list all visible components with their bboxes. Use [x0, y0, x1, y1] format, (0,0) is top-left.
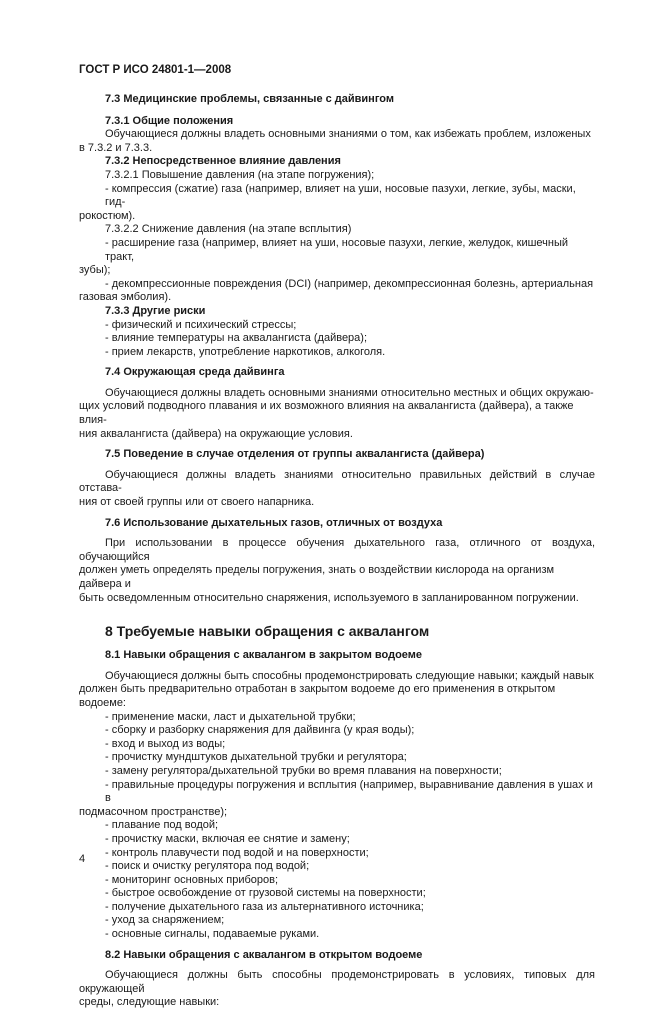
list-item: - декомпрессионные повреждения (DCI) (например, декомпрессионная болезнь, артериальная: [105, 277, 594, 290]
list-item: - мониторинг основных приборов;: [105, 873, 279, 886]
list-item: - основные сигналы, подаваемые руками.: [105, 928, 320, 941]
list-item: - физический и психический стрессы;: [105, 318, 297, 331]
paragraph-line: быть осведомленным относительно снаряжения, используемого в запланированном погружении.: [79, 591, 579, 604]
section-heading-8-1: 8.1 Навыки обращения с аквалангом в закрытом водоеме: [105, 649, 423, 662]
list-item: - правильные процедуры погружения и всплытия (например, выравнивание давления в ушах и в: [105, 778, 593, 805]
section-heading-7-3: 7.3 Медицинские проблемы, связанные с дайвингом: [105, 93, 394, 105]
list-item: - прием лекарств, употребление наркотиков, алкоголя.: [105, 345, 386, 358]
list-item-continuation: подмасочном пространстве);: [79, 805, 228, 818]
list-item: - расширение газа (например, влияет на уши, носовые пазухи, легкие, желудок, кишечный тракт,: [105, 236, 569, 263]
list-item: - сборку и разборку снаряжения для дайвинга (у края воды);: [105, 724, 415, 737]
section-heading-7-3-3: 7.3.3 Другие риски: [105, 304, 206, 317]
paragraph-line: должен быть предварительно отработан в закрытом водоеме до его применения в открытом водоеме:: [79, 683, 556, 709]
list-item-continuation: рокостюм).: [79, 209, 136, 222]
paragraph-line: ния от своей группы или от своего напарника.: [79, 496, 315, 509]
section-heading-8-2: 8.2 Навыки обращения с аквалангом в открытом водоеме: [105, 948, 423, 961]
paragraph-line: должен уметь определять пределы погружения, знать о воздействии кислорода на организм дайвера и: [79, 564, 555, 590]
list-item: - поиск и очистку регулятора под водой;: [105, 860, 310, 873]
section-heading-8: 8 Требуемые навыки обращения с аквалангом: [105, 623, 430, 640]
section-heading-7-6: 7.6 Использование дыхательных газов, отличных от воздуха: [105, 516, 443, 529]
list-item: - прочистку маски, включая ее снятие и замену;: [105, 832, 350, 845]
section-heading-7-5: 7.5 Поведение в случае отделения от группы аквалангиста (дайвера): [105, 448, 485, 461]
paragraph-line: Обучающиеся должны быть способны продемонстрировать следующие навыки; каждый навык: [105, 669, 594, 682]
list-item: - применение маски, ласт и дыхательной трубки;: [105, 710, 356, 723]
paragraph-line: ния аквалангиста (дайвера) на окружающие условия.: [79, 427, 353, 440]
paragraph-line: При использовании в процессе обучения дыхательного газа, отличного от воздуха, обучающийся: [79, 537, 595, 563]
list-item-continuation: зубы);: [79, 264, 111, 277]
paragraph-line: среды, следующие навыки:: [79, 996, 220, 1009]
list-item: - быстрое освобождение от грузовой системы на поверхности;: [105, 887, 426, 900]
section-heading-7-3-1: 7.3.1 Общие положения: [105, 114, 234, 127]
section-heading-7-3-2: 7.3.2 Непосредственное влияние давления: [105, 155, 341, 168]
list-item: - контроль плавучести под водой и на поверхности;: [105, 846, 369, 859]
section-heading-7-4: 7.4 Окружающая среда дайвинга: [105, 366, 285, 379]
paragraph-line: Обучающиеся должны владеть знаниями относительно правильных действий в случае отстава-: [79, 468, 595, 495]
subsection-7-3-2-1: 7.3.2.1 Повышение давления (на этапе погружения);: [105, 168, 375, 181]
paragraph-line: Обучающиеся должны владеть основными знаниями о том, как избежать проблем, изложеных: [105, 128, 591, 141]
document-header: ГОСТ Р ИСО 24801-1—2008: [79, 64, 232, 76]
paragraph-line: Обучающиеся должны владеть основными знаниями относительно местных и общих окружаю-: [105, 386, 594, 399]
list-item: - плавание под водой;: [105, 819, 219, 832]
list-item: - получение дыхательного газа из альтернативного источника;: [105, 900, 424, 913]
page-number: 4: [79, 853, 86, 865]
list-item: - замену регулятора/дыхательной трубки во время плавания на поверхности;: [105, 764, 502, 777]
list-item: - прочистку мундштуков дыхательной трубки и регулятора;: [105, 751, 407, 764]
list-item: - уход за снаряжением;: [105, 914, 225, 927]
list-item: - влияние температуры на аквалангиста (дайвера);: [105, 332, 368, 345]
paragraph-line: в 7.3.2 и 7.3.3.: [79, 141, 153, 154]
paragraph-line: щих условий подводного плавания и их возможного влияния на аквалангиста (дайвера), а также влия-: [79, 400, 574, 427]
list-item: - компрессия (сжатие) газа (например, влияет на уши, носовые пазухи, легкие, зубы, маски, гид-: [105, 182, 576, 209]
list-item: - вход и выход из воды;: [105, 737, 226, 750]
list-item-continuation: газовая эмболия).: [79, 291, 172, 304]
document-body: [79, 93, 595, 1010]
paragraph-line: Обучающиеся должны быть способны продемонстрировать в условиях, типовых для окружающей: [79, 969, 595, 995]
subsection-7-3-2-2: 7.3.2.2 Снижение давления (на этапе всплытия): [105, 223, 352, 236]
